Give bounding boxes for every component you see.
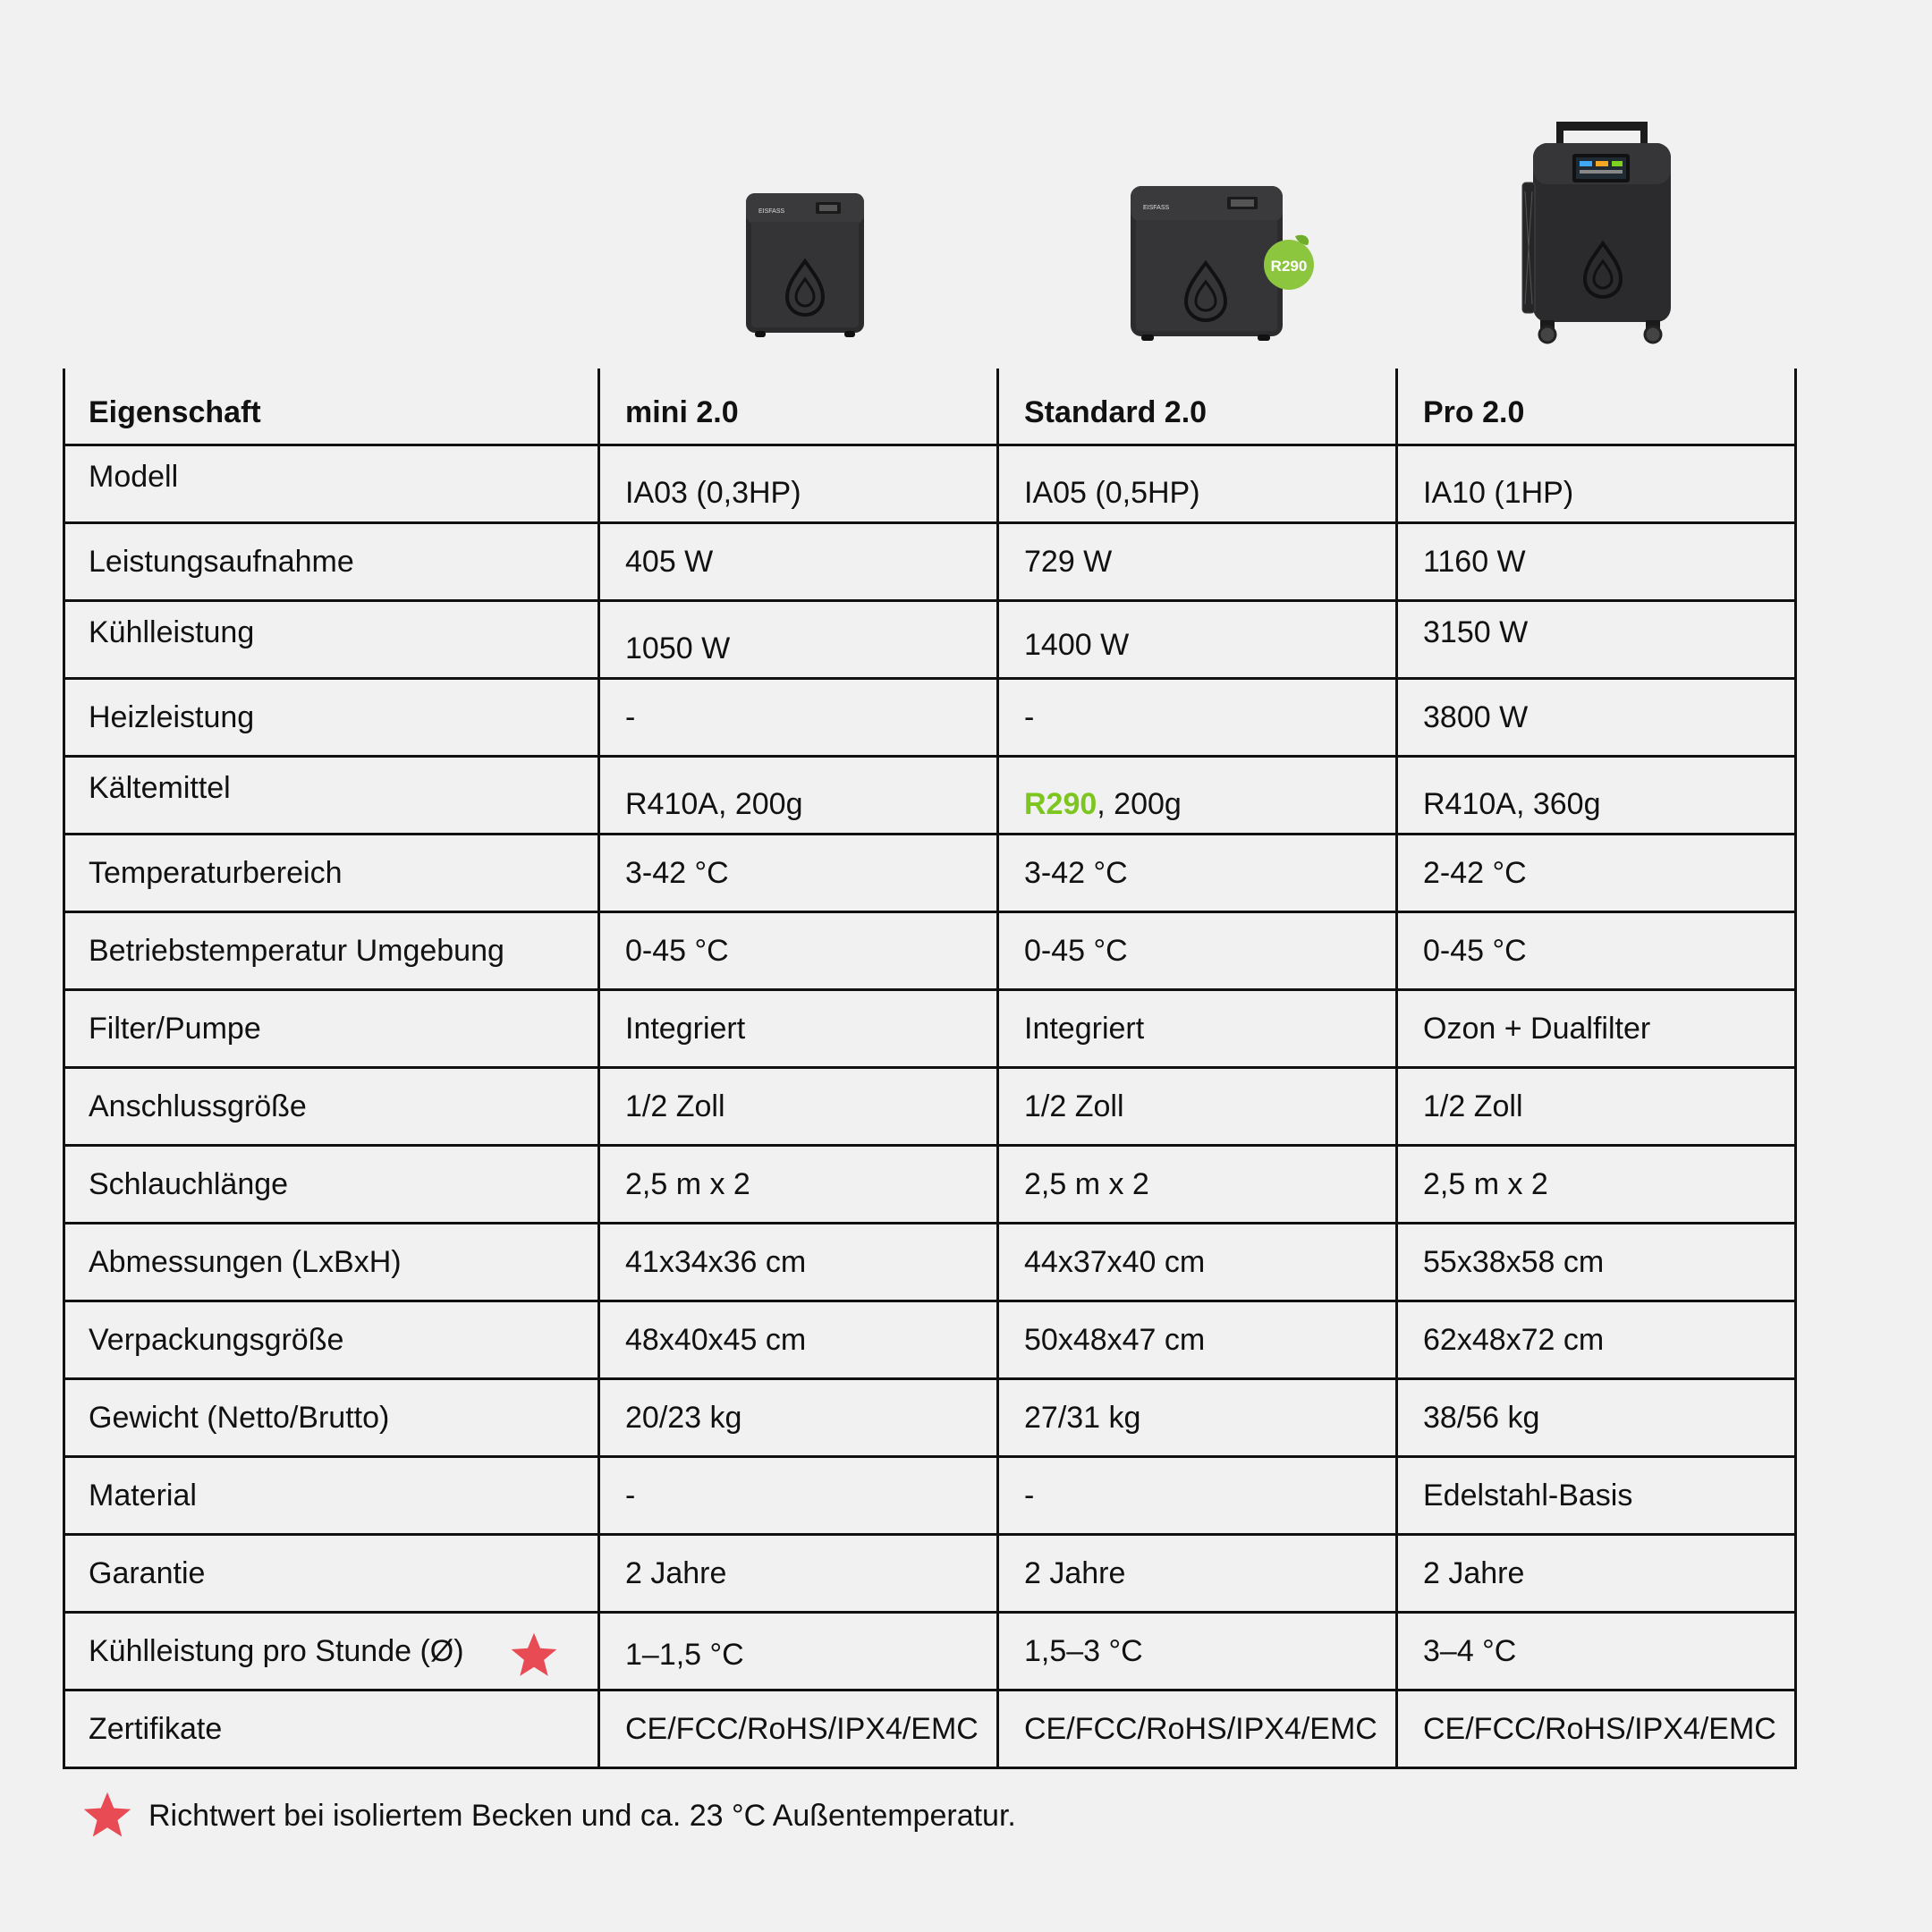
cell-mini: 1/2 Zoll <box>599 1068 998 1146</box>
table-row <box>64 1224 1796 1301</box>
row-label: Modell <box>64 445 599 523</box>
cell-pro: Ozon + Dualfilter <box>1397 990 1796 1068</box>
row-label: Garantie <box>64 1535 599 1613</box>
star-icon <box>508 1630 560 1682</box>
cell-pro: 38/56 kg <box>1397 1379 1796 1457</box>
table-row <box>64 1457 1796 1535</box>
refrigerant-r290-highlight: R290 <box>1024 786 1097 821</box>
product-images <box>0 0 1932 358</box>
cell-standard: 50x48x47 cm <box>998 1301 1397 1379</box>
row-label: Kühlleistung <box>64 601 599 679</box>
cell-pro: 2-42 °C <box>1397 835 1796 912</box>
cell-mini: 3-42 °C <box>599 835 998 912</box>
table-row <box>64 990 1796 1068</box>
column-header-mini: mini 2.0 <box>599 369 998 445</box>
row-label: Heizleistung <box>64 679 599 757</box>
cell-pro: 1160 W <box>1397 523 1796 601</box>
cell-standard: 1/2 Zoll <box>998 1068 1397 1146</box>
column-header-pro: Pro 2.0 <box>1397 369 1796 445</box>
table-row <box>64 601 1796 679</box>
cell-standard: 44x37x40 cm <box>998 1224 1397 1301</box>
cell-mini: CE/FCC/RoHS/IPX4/EMC <box>599 1690 998 1768</box>
cell-standard: 729 W <box>998 523 1397 601</box>
cell-standard: R290, 200g <box>998 757 1397 835</box>
footnote-text: Richtwert bei isoliertem Becken und ca. 23 °C Außentemperatur. <box>148 1798 1016 1833</box>
cell-mini: 2 Jahre <box>599 1535 998 1613</box>
row-label: Temperaturbereich <box>64 835 599 912</box>
cell-mini: 0-45 °C <box>599 912 998 990</box>
row-label: Gewicht (Netto/Brutto) <box>64 1379 599 1457</box>
cell-standard: Integriert <box>998 990 1397 1068</box>
table-row <box>64 445 1796 523</box>
svg-text:R290: R290 <box>1270 258 1308 275</box>
cell-mini: 41x34x36 cm <box>599 1224 998 1301</box>
cell-mini: - <box>599 1457 998 1535</box>
spec-comparison-table <box>63 369 1797 1769</box>
brand-mark: EISFASS <box>1143 205 1170 211</box>
cell-standard: 1,5–3 °C <box>998 1613 1397 1690</box>
cell-pro: 62x48x72 cm <box>1397 1301 1796 1379</box>
row-label: Betriebstemperatur Umgebung <box>64 912 599 990</box>
cell-pro: Edelstahl-Basis <box>1397 1457 1796 1535</box>
cell-standard: - <box>998 1457 1397 1535</box>
cell-mini: Integriert <box>599 990 998 1068</box>
table-row <box>64 523 1796 601</box>
cell-pro: IA10 (1HP) <box>1397 445 1796 523</box>
table-row <box>64 1613 1796 1690</box>
cell-pro: 3–4 °C <box>1397 1613 1796 1690</box>
cell-pro: 3800 W <box>1397 679 1796 757</box>
cell-mini: 405 W <box>599 523 998 601</box>
cell-standard: IA05 (0,5HP) <box>998 445 1397 523</box>
mini-chiller-image <box>744 190 866 340</box>
table-header-row <box>64 369 1796 445</box>
column-header-property: Eigenschaft <box>64 369 599 445</box>
row-label: Leistungsaufnahme <box>64 523 599 601</box>
cell-pro: 2 Jahre <box>1397 1535 1796 1613</box>
table-row <box>64 912 1796 990</box>
row-label: Kühlleistung pro Stunde (Ø) <box>64 1613 599 1690</box>
cell-mini: 20/23 kg <box>599 1379 998 1457</box>
cell-pro: 0-45 °C <box>1397 912 1796 990</box>
table-row <box>64 679 1796 757</box>
table-row <box>64 1146 1796 1224</box>
cell-standard: 1400 W <box>998 601 1397 679</box>
cell-mini: - <box>599 679 998 757</box>
table-row <box>64 835 1796 912</box>
table-row <box>64 1379 1796 1457</box>
footnote <box>80 1789 1016 1843</box>
cell-pro: R410A, 360g <box>1397 757 1796 835</box>
row-label: Anschlussgröße <box>64 1068 599 1146</box>
row-label: Filter/Pumpe <box>64 990 599 1068</box>
standard-chiller-image <box>1129 182 1317 343</box>
cell-mini: 2,5 m x 2 <box>599 1146 998 1224</box>
cell-standard: - <box>998 679 1397 757</box>
cell-pro: 55x38x58 cm <box>1397 1224 1796 1301</box>
cell-standard: CE/FCC/RoHS/IPX4/EMC <box>998 1690 1397 1768</box>
cell-standard: 2,5 m x 2 <box>998 1146 1397 1224</box>
table-row <box>64 1690 1796 1768</box>
cell-pro: 3150 W <box>1397 601 1796 679</box>
cell-standard: 2 Jahre <box>998 1535 1397 1613</box>
cell-mini: 1–1,5 °C <box>599 1613 998 1690</box>
row-label: Abmessungen (LxBxH) <box>64 1224 599 1301</box>
row-label: Material <box>64 1457 599 1535</box>
table-row <box>64 1535 1796 1613</box>
row-label: Verpackungsgröße <box>64 1301 599 1379</box>
column-header-standard: Standard 2.0 <box>998 369 1397 445</box>
row-label: Kältemittel <box>64 757 599 835</box>
cell-mini: R410A, 200g <box>599 757 998 835</box>
cell-standard: 0-45 °C <box>998 912 1397 990</box>
cell-pro: 2,5 m x 2 <box>1397 1146 1796 1224</box>
star-icon <box>80 1789 134 1843</box>
cell-mini: IA03 (0,3HP) <box>599 445 998 523</box>
row-label: Schlauchlänge <box>64 1146 599 1224</box>
brand-mark: EISFASS <box>758 208 785 215</box>
table-row <box>64 757 1796 835</box>
cell-standard: 3-42 °C <box>998 835 1397 912</box>
cell-pro: CE/FCC/RoHS/IPX4/EMC <box>1397 1690 1796 1768</box>
cell-mini: 1050 W <box>599 601 998 679</box>
pro-chiller-image <box>1521 120 1674 347</box>
table-row <box>64 1301 1796 1379</box>
table-row <box>64 1068 1796 1146</box>
cell-mini: 48x40x45 cm <box>599 1301 998 1379</box>
cell-standard: 27/31 kg <box>998 1379 1397 1457</box>
cell-pro: 1/2 Zoll <box>1397 1068 1796 1146</box>
row-label: Zertifikate <box>64 1690 599 1768</box>
